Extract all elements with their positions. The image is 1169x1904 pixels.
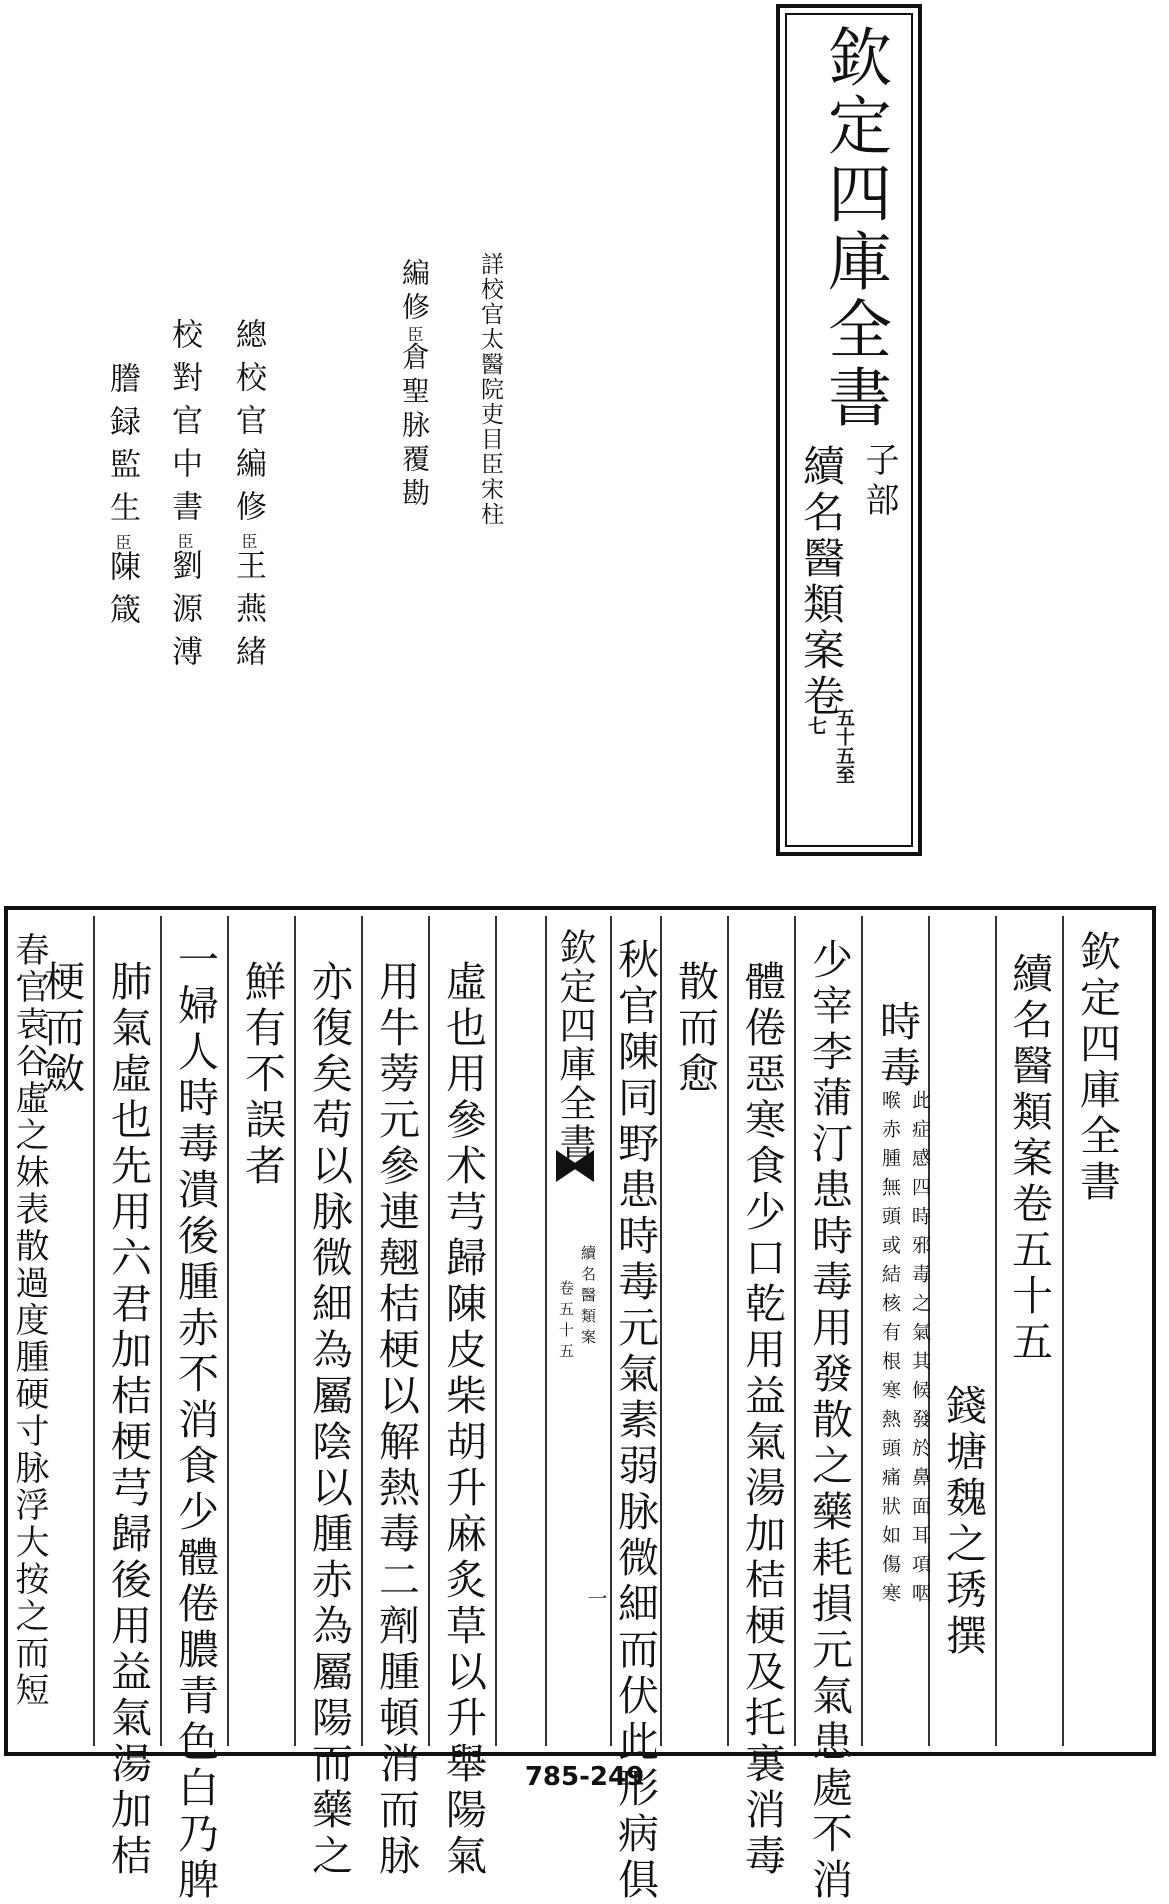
credit-official-mark: 臣 xyxy=(239,533,258,549)
text-column: 鮮有不誤者 xyxy=(238,960,286,1190)
banxin-leaf-number: 一 xyxy=(584,1588,608,1608)
credit-copyist xyxy=(104,362,140,636)
credit-official-mark: 臣 xyxy=(477,452,503,477)
column-rule xyxy=(160,916,162,1746)
column-rule xyxy=(361,916,363,1746)
credit-role: 詳校官太醫院吏目 xyxy=(477,252,503,452)
work-title: 續名醫類案卷 xyxy=(797,444,846,720)
credit-role: 編修 xyxy=(398,258,431,326)
credit-name: 倉聖脉覆勘 xyxy=(398,342,431,512)
author-line: 錢塘魏之琇撰 xyxy=(939,1384,987,1660)
credit-official-mark: 臣 xyxy=(405,326,424,342)
text-column: 虛也用參术芎歸陳皮柴胡升麻炙草以升舉陽氣 xyxy=(439,960,487,1880)
text-column: 肺氣虛也先用六君加桔梗芎歸後用益氣湯加桔 xyxy=(104,960,152,1880)
credit-role: 校對官中書 xyxy=(166,318,202,533)
column-rule xyxy=(995,916,997,1746)
banxin-rule xyxy=(545,916,547,1746)
banxin-work-title: 續名醫類案 xyxy=(579,1245,597,1350)
credit-name: 王燕緒 xyxy=(230,549,266,678)
page-work-title: 續名醫類案卷五十五 xyxy=(1005,952,1053,1366)
column-rule xyxy=(227,916,229,1746)
page-number: 785-249 xyxy=(524,1762,645,1792)
text-column: 散而愈 xyxy=(671,960,719,1098)
volume-range-line1: 五十五至 xyxy=(833,708,855,784)
credit-proofreader-detail xyxy=(478,252,501,527)
credit-name: 宋柱 xyxy=(477,477,503,527)
column-rule xyxy=(660,916,662,1746)
credit-name: 劉源溥 xyxy=(166,549,202,678)
section-heading: 時毒 xyxy=(873,1000,921,1092)
credit-role: 總校官編修 xyxy=(230,318,266,533)
heading-note-line-2: 喉赤腫無頭或結核有根寒熱頭痛狀如傷寒 xyxy=(879,1090,901,1612)
banxin-title: 欽定四庫全書 xyxy=(553,928,596,1162)
credit-official-mark: 臣 xyxy=(175,533,194,549)
text-column: 春官袁谷虛之妹表散過度腫硬寸脉浮大按之而短 xyxy=(9,932,49,1709)
credit-chief-proofreader xyxy=(230,318,266,678)
volume-range-line2: 七 xyxy=(805,716,827,735)
column-rule xyxy=(861,916,863,1746)
column-rule xyxy=(727,916,729,1746)
page-header-title: 欽定四庫全書 xyxy=(1073,930,1121,1206)
credit-collator xyxy=(166,318,202,678)
credit-name: 陳箴 xyxy=(104,550,140,636)
column-rule xyxy=(1062,916,1064,1746)
credit-official-mark: 臣 xyxy=(113,534,132,550)
book-title: 欽定四庫全書 xyxy=(817,24,891,432)
text-column: 少宰李蒲汀患時毒用發散之藥耗損元氣患處不消 xyxy=(805,938,853,1904)
text-column: 體倦惡寒食少口乾用益氣湯加桔梗及托裏消毒 xyxy=(738,960,786,1880)
section-label: 子部 xyxy=(859,442,899,522)
banxin-volume: 卷五十五 xyxy=(557,1280,575,1364)
text-column: 秋官陳同野患時毒元氣素弱脉微細而伏此形病俱 xyxy=(611,938,659,1904)
text-column: 用牛蒡元參連翹桔梗以解熱毒二劑腫頓消而脉 xyxy=(372,960,420,1880)
column-rule xyxy=(294,916,296,1746)
heading-note-line-1: 此症感四時邪毒之氣其候發於鼻面耳項咽 xyxy=(909,1090,931,1612)
text-column: 一婦人時毒潰後腫赤不消食少體倦膿青色白乃脾 xyxy=(171,938,219,1904)
credit-compiler xyxy=(398,258,431,512)
text-column: 梗而斂 xyxy=(37,960,85,1098)
text-column: 亦復矣苟以脉微細為屬陰以腫赤為屬陽而藥之 xyxy=(305,960,353,1880)
credit-role: 謄録監生 xyxy=(104,362,140,534)
column-rule xyxy=(495,916,497,1746)
column-rule xyxy=(93,916,95,1746)
column-rule xyxy=(428,916,430,1746)
column-rule xyxy=(794,916,796,1746)
